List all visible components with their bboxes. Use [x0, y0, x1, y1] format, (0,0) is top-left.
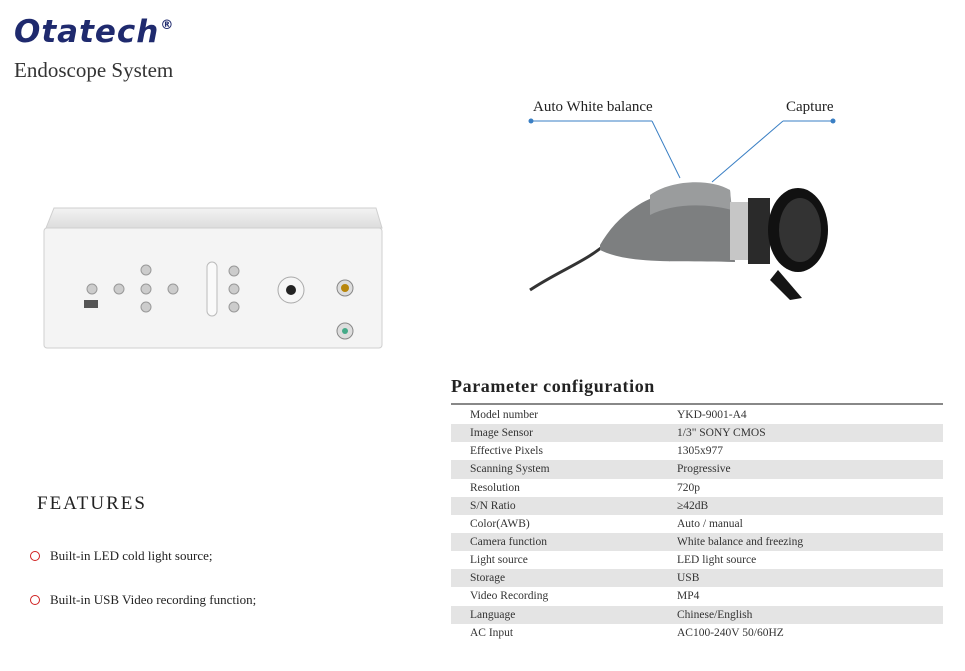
param-key: S/N Ratio — [470, 499, 516, 512]
param-value: USB — [677, 572, 700, 585]
param-value: MP4 — [677, 590, 700, 603]
param-key: Effective Pixels — [470, 445, 543, 458]
param-value: YKD-9001-A4 — [677, 409, 747, 422]
feature-item — [30, 592, 256, 608]
table-row — [451, 442, 943, 460]
table-row — [451, 606, 943, 624]
param-value: Progressive — [677, 463, 731, 476]
param-key: Model number — [470, 409, 539, 422]
table-row — [451, 497, 943, 515]
table-row — [451, 406, 943, 424]
bullet-circle-icon — [30, 595, 40, 605]
brand-name: Otatech — [14, 14, 160, 50]
param-key: Light source — [470, 554, 528, 567]
table-row — [451, 569, 943, 587]
table-row — [451, 533, 943, 551]
param-value: 1/3" SONY CMOS — [677, 427, 766, 440]
heading-divider — [451, 403, 943, 405]
brand-logo — [14, 14, 174, 50]
param-key: Resolution — [470, 481, 520, 494]
table-row — [451, 551, 943, 569]
param-value: Chinese/English — [677, 608, 753, 621]
features-heading: FEATURES — [37, 493, 147, 514]
camera-head-image — [520, 150, 840, 310]
parameter-table — [451, 406, 943, 642]
table-row — [451, 515, 943, 533]
param-value: White balance and freezing — [677, 536, 804, 549]
param-key: Video Recording — [470, 590, 549, 603]
param-key: AC Input — [470, 626, 514, 639]
table-row — [451, 424, 943, 442]
param-value: AC100-240V 50/60HZ — [677, 626, 784, 639]
table-row — [451, 587, 943, 605]
table-row — [451, 460, 943, 478]
product-subtitle: Endoscope System — [14, 58, 174, 82]
param-key: Storage — [470, 572, 506, 585]
param-value: 720p — [677, 481, 700, 494]
param-key: Camera function — [470, 536, 547, 549]
param-value: ≥42dB — [677, 499, 709, 512]
param-key: Color(AWB) — [470, 517, 530, 530]
parameter-heading: Parameter configuration — [451, 376, 655, 396]
table-row — [451, 624, 943, 642]
registered-mark: ® — [160, 18, 175, 33]
param-key: Image Sensor — [470, 427, 533, 440]
feature-text: Built-in USB Video recording function; — [50, 592, 257, 607]
param-value: 1305x977 — [677, 445, 723, 458]
table-row — [451, 479, 943, 497]
param-key: Scanning System — [470, 463, 550, 476]
feature-item — [30, 548, 212, 564]
feature-text: Built-in LED cold light source; — [50, 548, 213, 563]
bullet-circle-icon — [30, 551, 40, 561]
param-key: Language — [470, 608, 516, 621]
callout-capture: Capture — [786, 99, 834, 115]
param-value: LED light source — [677, 554, 757, 567]
callout-auto-white-balance: Auto White balance — [533, 99, 653, 115]
param-value: Auto / manual — [677, 517, 743, 530]
endoscope-console-image — [40, 200, 385, 350]
